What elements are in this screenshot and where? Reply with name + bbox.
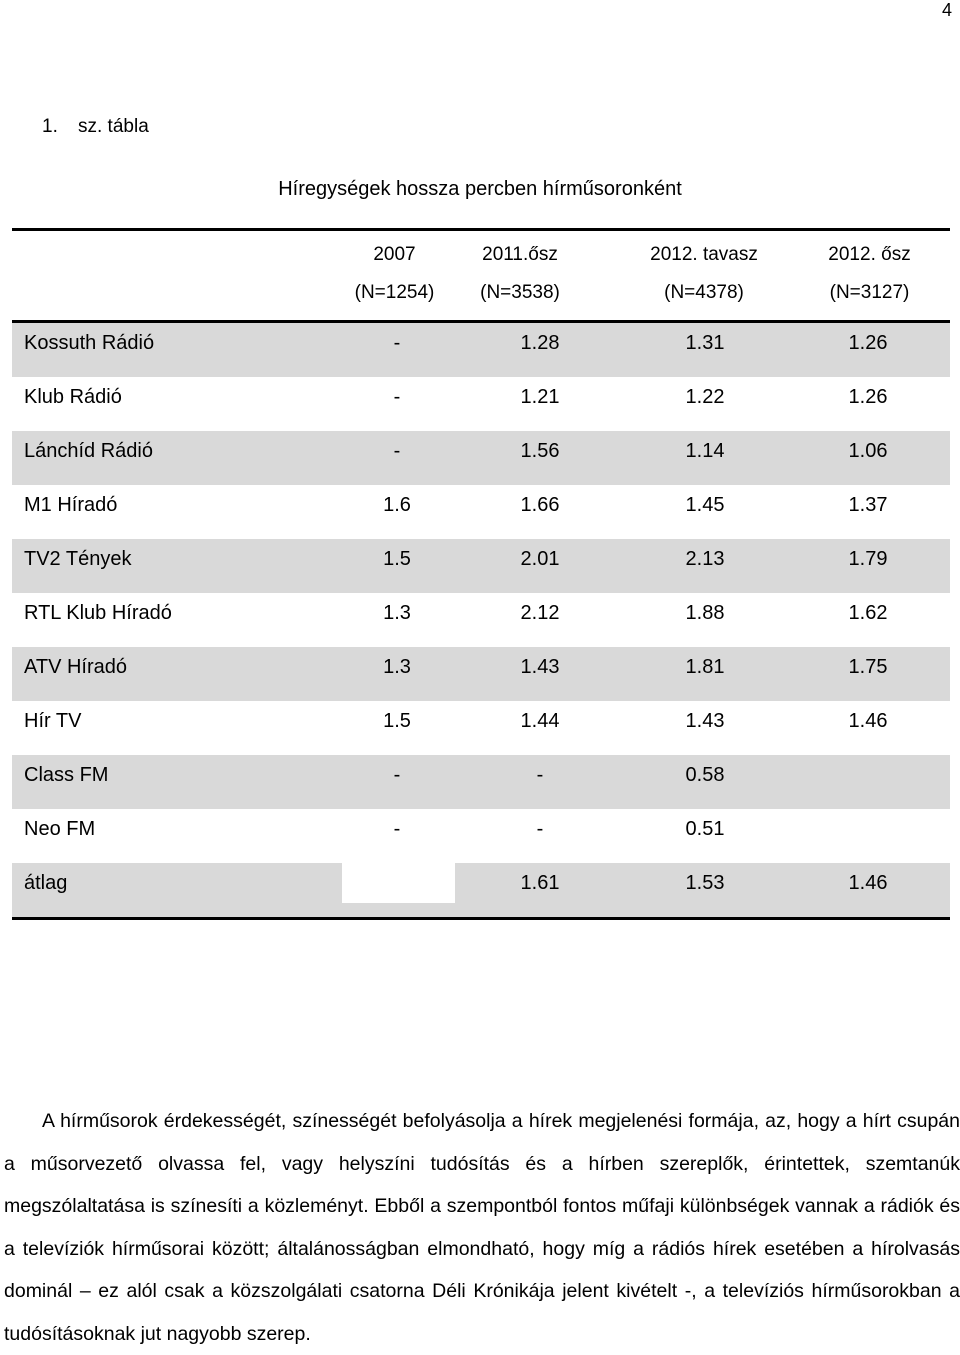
column-header-2012-tavasz: 2012. tavasz (N=4378)	[650, 244, 758, 303]
row-label: ATV Híradó	[24, 656, 127, 678]
cell-value: 1.28	[520, 332, 560, 354]
table-row	[12, 647, 950, 701]
table-row	[12, 755, 950, 809]
table-row	[12, 593, 950, 647]
row-label: Klub Rádió	[24, 386, 122, 408]
column-header-2011-osz: 2011.ősz (N=3538)	[480, 244, 560, 303]
table-row	[12, 485, 950, 539]
paragraph: A hírműsorok érdekességét, színességét befolyásolja a hírek megjelenési formája, az, hogy a hírt csupán a műsorvezető olvassa fel, vagy helyszíni tudósítás és a hírben szereplők, érintettek, szemtanúk megszólaltatása is színesíti a közleményt. Ebből a szempontból fontos műfaji különbségek vannak a rádiók és a televíziók hírműsorai között; általánosságban elmondható, hogy míg a rádiós hírek esetében a hírolvasás dominál – ez alól csak a közszolgálati csatorna Déli Krónikája jelent kivételt -, a televíziós hírműsorokban a tudósításoknak jut nagyobb szerep.	[4, 1110, 960, 1345]
column-header-2012-osz: 2012. ősz (N=3127)	[828, 244, 911, 303]
caption-number: 1.	[42, 116, 58, 137]
cell-value: -	[536, 818, 544, 840]
cell-value: 1.53	[685, 872, 725, 894]
table-row	[12, 323, 950, 377]
body-text	[4, 1100, 960, 1355]
table-row-average	[12, 863, 950, 917]
cell-value: 1.75	[848, 656, 888, 678]
cell-value: -	[393, 440, 401, 462]
caption-label: sz. tábla	[78, 116, 149, 137]
cell-value: 1.88	[685, 602, 725, 624]
table-bottom-rule	[12, 917, 950, 920]
cell-value: 1.26	[848, 386, 888, 408]
table-header	[12, 231, 950, 320]
table-row	[12, 377, 950, 431]
cell-value: 1.06	[848, 440, 888, 462]
cell-value: 1.43	[685, 710, 725, 732]
table-caption	[42, 116, 149, 138]
table-title: Híregységek hossza percben hírműsoronként	[278, 178, 682, 200]
cell-value: -	[393, 764, 401, 786]
row-label: RTL Klub Híradó	[24, 602, 172, 624]
cell-value: -	[393, 818, 401, 840]
cell-value: 2.12	[520, 602, 560, 624]
cell-value: 1.31	[685, 332, 725, 354]
cell-value: 1.22	[685, 386, 725, 408]
cell-value: 1.56	[520, 440, 560, 462]
cell-value	[818, 809, 918, 849]
cell-value: 1.6	[383, 494, 411, 516]
row-label: Kossuth Rádió	[24, 332, 155, 354]
row-label: TV2 Tények	[24, 548, 132, 570]
cell-value: 1.3	[383, 656, 411, 678]
cell-value: 1.44	[520, 710, 560, 732]
cell-value: 1.21	[520, 386, 560, 408]
row-label: átlag	[24, 872, 68, 894]
cell-value: 1.46	[848, 710, 888, 732]
cell-value: 1.61	[520, 872, 560, 894]
cell-value: 1.14	[685, 440, 725, 462]
cell-value: 1.37	[848, 494, 888, 516]
cell-value: 2.01	[520, 548, 560, 570]
cell-value: 1.81	[685, 656, 725, 678]
cell-value: 0.58	[685, 764, 725, 786]
row-label: Class FM	[24, 764, 109, 786]
cell-value: 1.43	[520, 656, 560, 678]
cell-value: -	[393, 386, 401, 408]
table-row	[12, 809, 950, 863]
cell-value: 1.46	[848, 872, 888, 894]
cell-value: 1.26	[848, 332, 888, 354]
table-row	[12, 431, 950, 485]
cell-value: 1.5	[383, 710, 411, 732]
cell-value: 1.3	[383, 602, 411, 624]
column-header-2007: 2007 (N=1254)	[354, 244, 435, 303]
cell-value: 1.66	[520, 494, 560, 516]
row-label: M1 Híradó	[24, 494, 118, 516]
cell-value: 1.62	[848, 602, 888, 624]
cell-value: 2.13	[685, 548, 725, 570]
cell-value: 1.79	[848, 548, 888, 570]
cell-value: 0.51	[685, 818, 725, 840]
cell-value	[818, 755, 918, 795]
cell-value	[347, 863, 447, 903]
table-row	[12, 539, 950, 593]
data-table	[12, 228, 950, 920]
page-number: 4	[941, 0, 952, 20]
cell-value: -	[536, 764, 544, 786]
row-label: Neo FM	[24, 818, 96, 840]
row-label: Hír TV	[24, 710, 82, 732]
cell-value: 1.5	[383, 548, 411, 570]
cell-value: -	[393, 332, 401, 354]
row-label: Lánchíd Rádió	[24, 440, 153, 462]
table-row	[12, 701, 950, 755]
cell-value: 1.45	[685, 494, 725, 516]
